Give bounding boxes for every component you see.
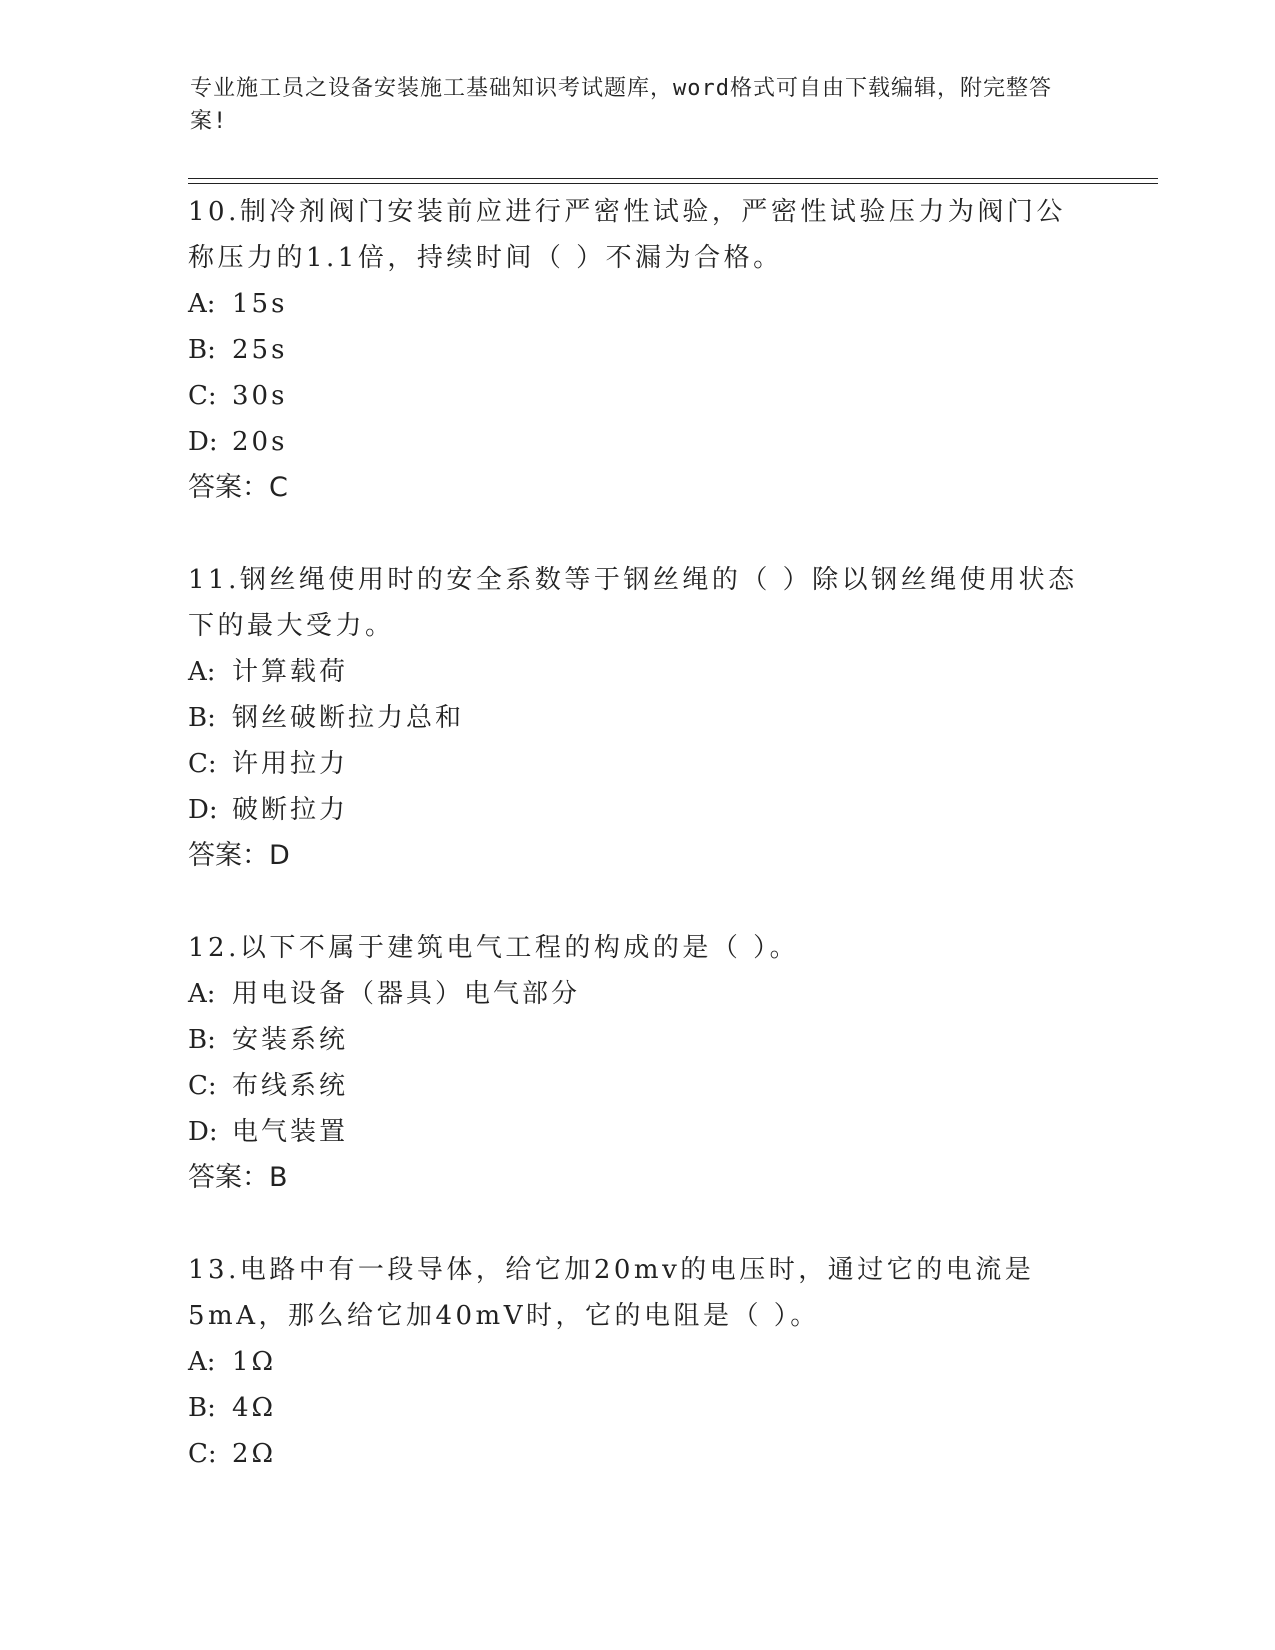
header-rule-top — [188, 178, 1158, 179]
question-12 — [188, 924, 1088, 1201]
option-text: 25s — [232, 335, 288, 365]
option-letter: B: — [188, 1393, 216, 1423]
option-letter: B: — [188, 1025, 216, 1055]
option-a — [188, 281, 1088, 327]
question-text: 11.钢丝绳使用时的安全系数等于钢丝绳的（ ）除以钢丝绳使用状态下的最大受力。 — [188, 565, 1078, 641]
question-text: 10.制冷剂阀门安装前应进行严密性试验，严密性试验压力为阀门公称压力的1.1倍，持续时间（ ）不漏为合格。 — [188, 197, 1066, 273]
header-rule-bottom — [188, 183, 1158, 184]
option-d — [188, 1109, 1088, 1155]
option-letter: A: — [188, 979, 216, 1009]
option-letter: D: — [188, 427, 218, 457]
option-c — [188, 1431, 1088, 1477]
option-a — [188, 1339, 1088, 1385]
option-c — [188, 373, 1088, 419]
option-text: 破断拉力 — [232, 795, 349, 825]
option-letter: D: — [188, 1117, 218, 1147]
answer-text: 答案：B — [188, 1162, 288, 1193]
answer-text: 答案：D — [188, 840, 290, 871]
option-letter: A: — [188, 1347, 216, 1377]
option-text: 20s — [232, 427, 288, 457]
option-text: 计算载荷 — [232, 657, 349, 687]
option-text: 钢丝破断拉力总和 — [232, 703, 465, 733]
option-b — [188, 695, 1088, 741]
option-letter: B: — [188, 703, 216, 733]
option-d — [188, 419, 1088, 465]
option-b — [188, 327, 1088, 373]
question-13 — [188, 1246, 1088, 1477]
option-b — [188, 1385, 1088, 1431]
question-text: 12.以下不属于建筑电气工程的构成的是（ ）。 — [188, 933, 800, 963]
option-d — [188, 787, 1088, 833]
option-text: 1Ω — [232, 1347, 277, 1377]
document-header: 专业施工员之设备安装施工基础知识考试题库，word格式可自由下载编辑，附完整答案! — [190, 76, 1052, 134]
option-c — [188, 1063, 1088, 1109]
option-c — [188, 741, 1088, 787]
answer-text: 答案：C — [188, 472, 288, 503]
question-text: 13.电路中有一段导体，给它加20mv的电压时，通过它的电流是5mA，那么给它加40mV时，它的电阻是（ ）。 — [188, 1255, 1035, 1331]
option-letter: D: — [188, 795, 218, 825]
option-letter: C: — [188, 381, 217, 411]
option-a — [188, 649, 1088, 695]
option-text: 15s — [232, 289, 288, 319]
option-b — [188, 1017, 1088, 1063]
option-letter: C: — [188, 1439, 217, 1469]
question-10 — [188, 188, 1088, 511]
option-text: 布线系统 — [232, 1071, 349, 1101]
option-letter: A: — [188, 657, 216, 687]
option-letter: B: — [188, 335, 216, 365]
option-a — [188, 971, 1088, 1017]
option-letter: C: — [188, 749, 217, 779]
option-letter: C: — [188, 1071, 217, 1101]
option-text: 30s — [232, 381, 288, 411]
option-text: 用电设备（器具）电气部分 — [232, 979, 581, 1009]
option-text: 4Ω — [232, 1393, 277, 1423]
option-text: 电气装置 — [232, 1117, 349, 1147]
option-text: 2Ω — [232, 1439, 277, 1469]
option-letter: A: — [188, 289, 216, 319]
option-text: 许用拉力 — [232, 749, 349, 779]
option-text: 安装系统 — [232, 1025, 349, 1055]
question-list — [188, 188, 1088, 1522]
question-11 — [188, 556, 1088, 879]
